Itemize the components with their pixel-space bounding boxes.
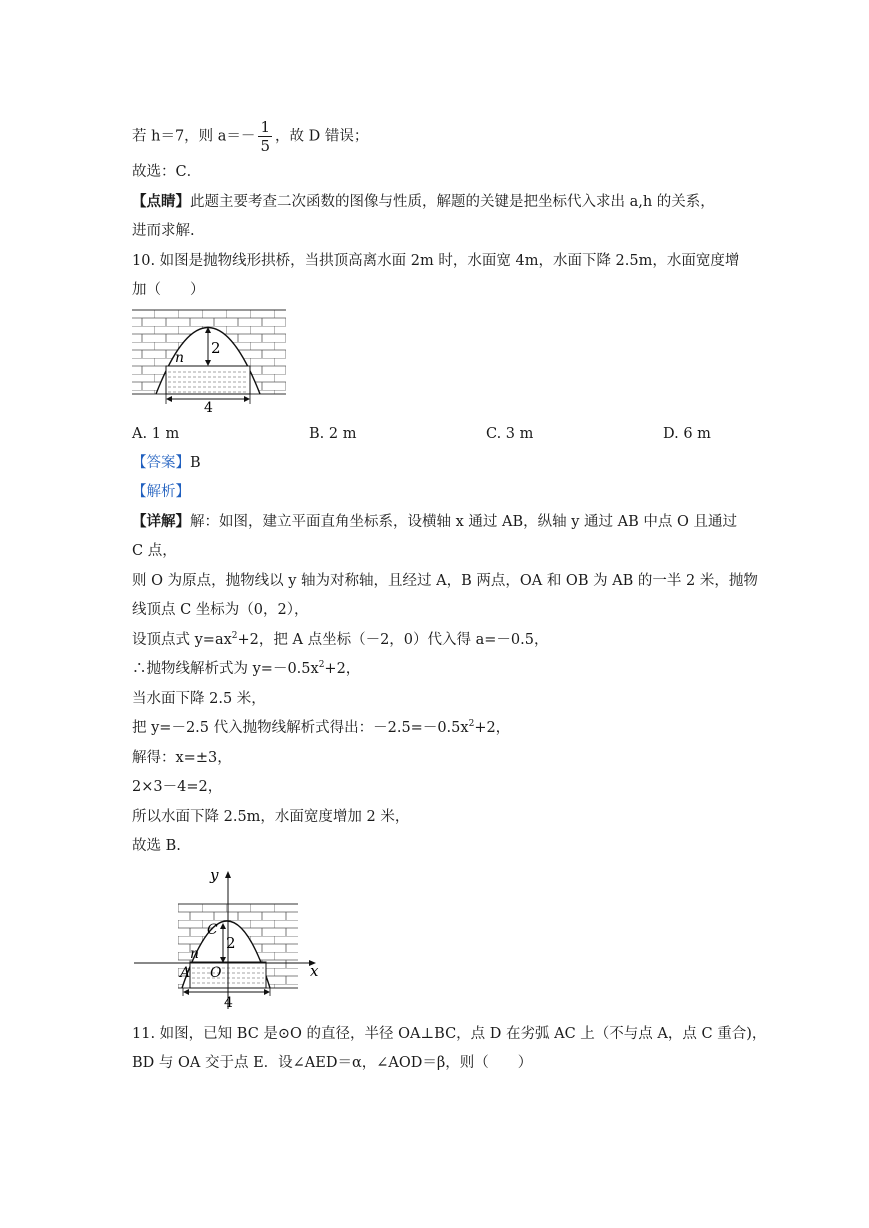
detail-line-3: 则 O 为原点，抛物线以 y 轴为对称轴，且经过 A，B 两点，OA 和 OB 为 AB 的一半 2 米，抛物 <box>132 573 758 589</box>
comment-line-2: 进而求解. <box>132 223 195 239</box>
detail-line-9: 解得：x=±3， <box>132 750 232 766</box>
detail-text: ∴抛物线解析式为 y=－0.5x <box>132 661 319 677</box>
solution-line-h7 <box>132 118 368 155</box>
question10-stem: 10. 如图是抛物线形拱桥，当拱顶高离水面 2m 时，水面宽 4m，水面下降 2.5m，水面宽度增 <box>132 253 740 269</box>
answer-value: B <box>190 455 201 471</box>
height-label-2: 2 <box>226 934 236 952</box>
detail-line-1 <box>132 512 737 532</box>
detail-text: 把 y=－2.5 代入抛物线解析式得出：－2.5=－0.5x <box>132 720 469 736</box>
detail-line-7: 当水面下降 2.5 米， <box>132 691 266 707</box>
detail-line-11: 所以水面下降 2.5m，水面宽度增加 2 米， <box>132 809 410 825</box>
answer-tag: 【答案】 <box>132 455 190 471</box>
option-d: D. 6 m <box>663 426 711 442</box>
bridge-figure-1 <box>130 306 290 414</box>
solution-text: 若 h＝7，则 a＝－ <box>132 128 256 145</box>
detail-text: +2， <box>474 720 511 736</box>
detail-line-4: 线顶点 C 坐标为（0，2）， <box>132 602 309 618</box>
detail-text: 设顶点式 y=ax <box>132 632 232 648</box>
comment-line <box>132 192 715 212</box>
option-c: C. 3 m <box>486 426 534 442</box>
superscript: 2 <box>468 719 475 729</box>
answer-line <box>132 453 201 473</box>
detail-line-12: 故选 B. <box>132 838 181 854</box>
point-a-label: A <box>180 965 191 981</box>
detail-line-6 <box>132 659 360 679</box>
width-label: 4 <box>204 400 213 414</box>
detail-text: 解：如图，建立平面直角坐标系，设横轴 x 通过 AB，纵轴 y 通过 AB 中点 O 且通过 <box>190 514 737 530</box>
detail-text: +2，把 A 点坐标（－2，0）代入得 a=－0.5， <box>237 632 549 648</box>
comment-tag: 【点睛】 <box>132 193 190 210</box>
point-n-label: n <box>175 350 185 366</box>
choose-line: 故选：C． <box>132 164 202 180</box>
question11-stem: 11. 如图，已知 BC 是⊙O 的直径，半径 OA⊥BC，点 D 在劣弧 AC 上（不与点 A，点 C 重合)， <box>132 1026 767 1042</box>
option-a: A. 1 m <box>132 426 180 442</box>
option-b: B. 2 m <box>309 426 357 442</box>
detail-line-2: C 点， <box>132 543 177 559</box>
superscript: 2 <box>318 660 325 670</box>
detail-line-5 <box>132 630 549 650</box>
point-n-label-2: n <box>190 946 200 962</box>
fraction-numerator: 1 <box>260 118 270 136</box>
fraction-denominator: 5 <box>260 137 270 155</box>
detail-tag: 【详解】 <box>132 513 190 530</box>
width-label-2: 4 <box>224 995 233 1011</box>
detail-line-10: 2×3－4=2， <box>132 779 223 795</box>
y-axis-label: y <box>210 866 219 884</box>
point-o-label: O <box>210 965 222 981</box>
analysis-tag: 【解析】 <box>132 484 190 500</box>
question10-stem-2: 加（ ） <box>132 282 205 298</box>
bridge-figure-2 <box>130 866 326 1012</box>
comment-text: 此题主要考查二次函数的图像与性质，解题的关键是把坐标代入求出 a,h 的关系， <box>190 194 715 210</box>
fraction <box>258 118 272 155</box>
x-axis-label: x <box>310 962 319 980</box>
question11-stem-2: BD 与 OA 交于点 E．设∠AED＝α，∠AOD＝β，则（ ） <box>132 1055 533 1071</box>
point-c-label: C <box>207 922 218 938</box>
superscript: 2 <box>231 631 238 641</box>
detail-line-8 <box>132 718 510 738</box>
detail-text: +2， <box>324 661 361 677</box>
height-label: 2 <box>211 339 221 357</box>
solution-text: ，故 D 错误； <box>274 128 369 145</box>
